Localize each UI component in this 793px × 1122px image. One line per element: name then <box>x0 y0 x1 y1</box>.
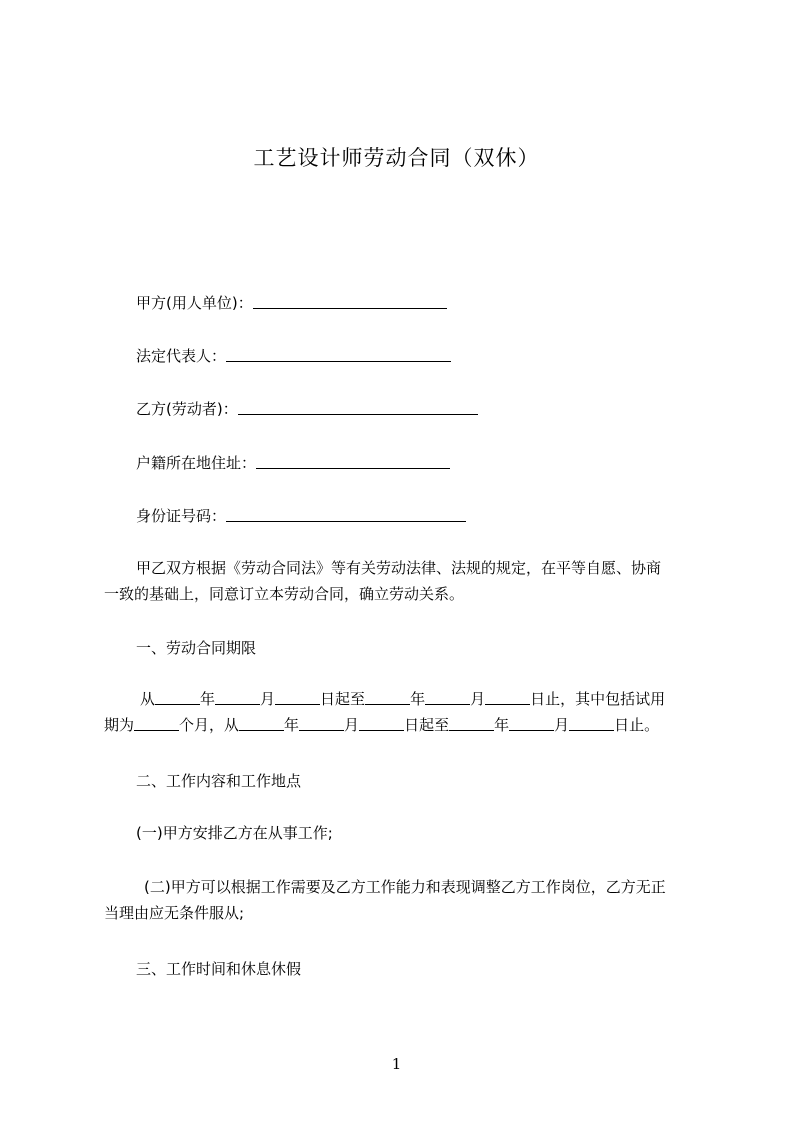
section-2-heading: 二、工作内容和工作地点 <box>136 772 302 790</box>
intro-line-2: 一致的基础上，同意订立本劳动合同，确立劳动关系。 <box>104 585 465 603</box>
text-year: 年 <box>494 716 510 734</box>
party-b-field <box>136 398 478 419</box>
blank-probation-months <box>134 715 179 731</box>
blank-start-year <box>155 689 200 705</box>
text-day-from-to: 日起至 <box>320 690 366 708</box>
legal-rep-label: 法定代表人： <box>136 347 227 365</box>
household-address-field <box>136 452 450 473</box>
document-title: 工艺设计师劳动合同（双休） <box>253 146 540 170</box>
text-year: 年 <box>410 690 426 708</box>
text-month: 月 <box>554 716 570 734</box>
legal-rep-blank <box>226 346 451 362</box>
text-year: 年 <box>200 690 216 708</box>
text-year: 年 <box>284 716 300 734</box>
item-2-line-1: (二)甲方可以根据工作需要及乙方工作能力和表现调整乙方工作岗位，乙方无正 <box>144 878 666 896</box>
page-number: 1 <box>391 1055 402 1073</box>
text-months-from: 个月，从 <box>179 716 240 734</box>
household-address-label: 户籍所在地住址： <box>136 454 257 472</box>
household-address-blank <box>256 453 450 469</box>
text-day-end: 日止。 <box>614 716 660 734</box>
section-1-heading: 一、劳动合同期限 <box>136 639 257 657</box>
party-b-label: 乙方(劳动者)： <box>136 400 238 418</box>
text-day-from-to: 日起至 <box>404 716 450 734</box>
legal-rep-field <box>136 345 451 366</box>
blank-prob-end-year <box>449 715 494 731</box>
blank-end-year <box>365 689 410 705</box>
id-number-label: 身份证号码： <box>136 507 227 525</box>
blank-prob-start-year <box>239 715 284 731</box>
id-number-field <box>136 505 466 526</box>
text-period-for: 期为 <box>104 716 135 734</box>
party-a-label: 甲方(用人单位)： <box>136 294 253 312</box>
term-line-2 <box>104 712 704 738</box>
text-from: 从 <box>140 690 156 708</box>
blank-start-month <box>215 689 260 705</box>
text-month: 月 <box>470 690 486 708</box>
blank-prob-start-month <box>299 715 344 731</box>
blank-end-day <box>485 689 530 705</box>
party-a-field <box>136 292 447 313</box>
blank-prob-start-day <box>359 715 404 731</box>
text-month: 月 <box>344 716 360 734</box>
text-end-probation: 日止，其中包括试用 <box>530 690 666 708</box>
blank-start-day <box>275 689 320 705</box>
blank-end-month <box>425 689 470 705</box>
text-month: 月 <box>260 690 276 708</box>
contract-term-paragraph <box>104 686 704 738</box>
section-2-item-2 <box>104 874 704 926</box>
section-2-item-1: (一)甲方安排乙方在从事工作; <box>136 824 333 842</box>
item-2-line-2: 当理由应无条件服从; <box>104 904 245 922</box>
blank-prob-end-day <box>569 715 614 731</box>
intro-paragraph <box>104 555 704 607</box>
intro-line-1: 甲乙双方根据《劳动合同法》等有关劳动法律、法规的规定，在平等自愿、协商 <box>136 559 662 577</box>
blank-prob-end-month <box>509 715 554 731</box>
id-number-blank <box>226 506 466 522</box>
party-a-blank <box>253 293 447 309</box>
party-b-blank <box>238 399 478 415</box>
section-3-heading: 三、工作时间和休息休假 <box>136 960 302 978</box>
term-line-1 <box>104 686 704 712</box>
